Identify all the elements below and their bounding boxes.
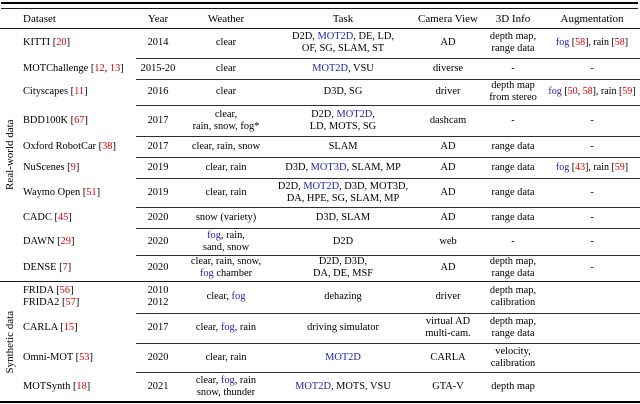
cell-aug: - bbox=[544, 207, 640, 228]
cell-weather: clear, rain bbox=[180, 157, 272, 178]
column-header-camera: Camera View bbox=[414, 10, 482, 28]
cell-weather: snow (variety) bbox=[180, 207, 272, 228]
cell-task: D3D, SLAM bbox=[272, 207, 414, 228]
cell-camera: diverse bbox=[414, 58, 482, 79]
cell-year: 2021 bbox=[147, 380, 169, 392]
column-header-info3d: 3D Info bbox=[482, 10, 544, 28]
cell-camera: AD bbox=[414, 136, 482, 157]
cell-year: 2014 bbox=[136, 28, 180, 58]
cell-aug bbox=[544, 281, 640, 313]
cell-camera: GTA-V bbox=[432, 380, 464, 392]
cell-year: 2016 bbox=[136, 79, 180, 105]
cell-info3d: range data bbox=[482, 136, 544, 157]
keyword-highlight: fog bbox=[220, 322, 235, 333]
column-header-weather: Weather bbox=[180, 10, 272, 28]
group-label-text: Real-world data bbox=[4, 119, 16, 190]
citation-ref[interactable]: 58 bbox=[614, 37, 625, 48]
table-row bbox=[0, 136, 640, 157]
top-rule-thick bbox=[1, 2, 638, 4]
keyword-highlight: MOT2D bbox=[325, 351, 361, 363]
cell-task: MOT2D, VSU bbox=[272, 58, 414, 79]
cell-dataset: Waymo Open [51] bbox=[23, 186, 101, 198]
cell-dataset: BDD100K [67] bbox=[23, 114, 88, 126]
cell-info3d: depth map, calibration bbox=[482, 281, 544, 313]
cell-weather: clear bbox=[180, 58, 272, 79]
cell-aug: - bbox=[544, 228, 640, 255]
keyword-highlight: MOT3D bbox=[310, 161, 347, 173]
cell-camera: driver bbox=[414, 79, 482, 105]
citation-ref[interactable]: 12 bbox=[94, 62, 105, 74]
cell-task: D2D bbox=[272, 228, 414, 255]
cell-info3d: depth map from stereo bbox=[482, 79, 544, 105]
citation-ref[interactable]: 58 bbox=[582, 86, 593, 97]
header-row bbox=[0, 10, 640, 28]
cell-dataset: Cityscapes [11] bbox=[23, 86, 88, 97]
cell-dataset: KITTI [20] bbox=[23, 37, 71, 49]
cell-camera: CARLA bbox=[414, 343, 482, 372]
cell-aug bbox=[544, 313, 640, 343]
cell-dataset: MOTSynth [18] bbox=[23, 380, 91, 392]
cell-weather: clear, fog, rain bbox=[180, 313, 272, 343]
citation-ref[interactable]: 56 bbox=[59, 285, 71, 297]
table-row bbox=[0, 28, 640, 58]
cell-aug: fog [43], rain [59] bbox=[544, 157, 640, 178]
column-header-year: Year bbox=[136, 10, 180, 28]
citation-ref[interactable]: 51 bbox=[86, 186, 97, 198]
cell-dataset: Omni-MOT [53] bbox=[23, 351, 93, 363]
cell-weather: clear, rain bbox=[180, 178, 272, 207]
citation-ref[interactable]: 67 bbox=[74, 114, 85, 126]
cell-year: 2019 bbox=[136, 178, 180, 207]
cell-aug: - bbox=[544, 178, 640, 207]
cell-weather: clear bbox=[180, 79, 272, 105]
citation-ref[interactable]: 9 bbox=[70, 161, 76, 173]
cell-camera: AD bbox=[414, 157, 482, 178]
table-row bbox=[0, 105, 640, 136]
keyword-highlight: MOT2D bbox=[336, 108, 373, 120]
cell-year: 2019 bbox=[136, 157, 180, 178]
table-row bbox=[0, 58, 640, 79]
cell-task: SLAM bbox=[272, 136, 414, 157]
cell-task bbox=[272, 343, 414, 372]
keyword-highlight: fog bbox=[548, 86, 562, 97]
cell-dataset: MOTChallenge [12, 13] bbox=[23, 62, 124, 74]
cell-camera: web bbox=[414, 228, 482, 255]
header-corner bbox=[0, 10, 20, 28]
cell-year: 2020 bbox=[136, 207, 180, 228]
cell-info3d: depth map, range data bbox=[482, 313, 544, 343]
cell-aug: fog [58], rain [58] bbox=[544, 28, 640, 58]
keyword-highlight: MOT2D bbox=[312, 62, 348, 74]
table-row bbox=[0, 178, 640, 207]
table-row bbox=[0, 228, 640, 255]
cell-aug: - bbox=[544, 105, 640, 136]
cell-aug bbox=[544, 343, 640, 372]
citation-ref[interactable]: 59 bbox=[614, 161, 625, 173]
cell-weather: clear, rain bbox=[180, 343, 272, 372]
cell-weather: clear, rain, snow bbox=[180, 136, 272, 157]
cell-year: 2015-20 bbox=[136, 58, 180, 79]
cell-task: D2D, MOT2D, LD, MOTS, SG bbox=[272, 105, 414, 136]
table-row bbox=[0, 157, 640, 178]
citation-ref[interactable]: 29 bbox=[60, 235, 71, 247]
keyword-highlight: fog bbox=[555, 37, 570, 48]
group-label-real-world bbox=[0, 28, 20, 281]
citation-ref[interactable]: 45 bbox=[57, 211, 69, 223]
table-row bbox=[0, 255, 640, 281]
keyword-highlight: fog bbox=[199, 268, 214, 279]
cell-dataset: NuScenes [9] bbox=[23, 161, 80, 173]
cell-task: driving simulator bbox=[272, 313, 414, 343]
citation-ref[interactable]: 13 bbox=[109, 62, 121, 74]
cell-camera: virtual AD multi-cam. bbox=[414, 313, 482, 343]
table-row bbox=[0, 207, 640, 228]
cell-task: D3D, MOT3D, SLAM, MP bbox=[272, 157, 414, 178]
cell-task: D2D, MOT2D, DE, LD, OF, SG, SLAM, ST bbox=[272, 28, 414, 58]
group-label-synthetic bbox=[0, 281, 20, 402]
cell-dataset: DAWN [29] bbox=[23, 235, 75, 247]
cell-info3d: depth map, range data bbox=[482, 255, 544, 281]
citation-ref[interactable]: 57 bbox=[65, 297, 76, 309]
citation-ref[interactable]: 43 bbox=[575, 161, 586, 173]
table-row bbox=[0, 79, 640, 105]
citation-ref[interactable]: 50 bbox=[567, 86, 578, 97]
cell-task: D2D, MOT2D, D3D, MOT3D, DA, HPE, SG, SLAM, MP bbox=[272, 178, 414, 207]
column-header-task: Task bbox=[272, 10, 414, 28]
keyword-highlight: fog bbox=[555, 161, 570, 173]
cell-weather: fog, rain, sand, snow bbox=[180, 228, 272, 255]
citation-ref[interactable]: 11 bbox=[74, 86, 85, 97]
citation-ref[interactable]: 15 bbox=[63, 322, 75, 333]
keyword-highlight: fog bbox=[220, 374, 235, 386]
cell-year: 2017 bbox=[136, 105, 180, 136]
cell-task: dehazing bbox=[272, 281, 414, 313]
cell-info3d: range data bbox=[482, 157, 544, 178]
cell-task: D2D, D3D, DA, DE, MSF bbox=[272, 255, 414, 281]
column-header-dataset: Dataset bbox=[20, 10, 136, 28]
cell-camera: AD bbox=[414, 255, 482, 281]
cell-dataset: Oxford RobotCar [38] bbox=[23, 140, 116, 152]
cell-dataset: CARLA [15] bbox=[23, 322, 78, 333]
citation-ref[interactable]: 58 bbox=[575, 37, 586, 48]
cell-year: 2017 bbox=[136, 313, 180, 343]
cell-dataset: CADC [45] bbox=[23, 211, 72, 223]
datasets-table bbox=[0, 10, 640, 403]
cell-camera: AD bbox=[414, 178, 482, 207]
citation-ref[interactable]: 18 bbox=[76, 380, 87, 392]
cell-year: 2017 bbox=[136, 136, 180, 157]
cell-info3d: - bbox=[482, 58, 544, 79]
group-label-text: Synthetic data bbox=[4, 309, 16, 373]
table-row bbox=[0, 281, 640, 313]
cell-info3d: range data bbox=[482, 207, 544, 228]
cell-info3d: - bbox=[482, 105, 544, 136]
cell-info3d: depth map bbox=[491, 380, 535, 392]
cell-aug bbox=[544, 372, 640, 402]
keyword-highlight: MOT2D bbox=[303, 180, 340, 192]
cell-weather: clear, fog bbox=[180, 281, 272, 313]
cell-weather: clear, fog, rain snow, thunder bbox=[195, 374, 257, 398]
keyword-highlight: MOT2D bbox=[295, 380, 331, 392]
cell-year: 2020 bbox=[136, 255, 180, 281]
cell-info3d: velocity, calibration bbox=[482, 343, 544, 372]
cell-dataset: DENSE [7] bbox=[20, 255, 136, 281]
cell-dataset: FRIDA [56] FRIDA2 [57] bbox=[23, 285, 80, 309]
table-row bbox=[0, 372, 640, 402]
cell-weather: clear bbox=[180, 28, 272, 58]
citation-ref[interactable]: 59 bbox=[622, 86, 633, 97]
cell-aug: - bbox=[544, 136, 640, 157]
cell-info3d: - bbox=[482, 228, 544, 255]
cell-year: 2020 bbox=[136, 228, 180, 255]
column-header-aug: Augmentation bbox=[544, 10, 640, 28]
cell-camera: AD bbox=[414, 28, 482, 58]
citation-ref[interactable]: 38 bbox=[102, 140, 113, 152]
cell-aug: fog [50, 58], rain [59] bbox=[544, 79, 640, 105]
cell-year: 2020 bbox=[136, 343, 180, 372]
cell-camera: driver bbox=[414, 281, 482, 313]
cell-camera: dashcam bbox=[414, 105, 482, 136]
table-row bbox=[0, 313, 640, 343]
cell-aug: - bbox=[544, 255, 640, 281]
citation-ref[interactable]: 20 bbox=[56, 37, 67, 49]
cell-camera: AD bbox=[414, 207, 482, 228]
cell-weather: clear, rain, snow, fog chamber bbox=[180, 255, 272, 281]
cell-year: 2010 2012 bbox=[136, 281, 180, 313]
top-rule-thin bbox=[1, 8, 638, 9]
cell-info3d: range data bbox=[482, 178, 544, 207]
citation-ref[interactable]: 7 bbox=[62, 261, 68, 273]
cell-info3d: depth map, range data bbox=[482, 28, 544, 58]
cell-aug: - bbox=[544, 58, 640, 79]
keyword-highlight: MOT2D bbox=[317, 31, 354, 42]
keyword-highlight: fog bbox=[231, 291, 246, 302]
cell-task: D3D, SG bbox=[272, 79, 414, 105]
citation-ref[interactable]: 53 bbox=[79, 351, 90, 363]
cell-weather: clear, rain, snow, fog* bbox=[180, 105, 272, 136]
table-row bbox=[0, 343, 640, 372]
cell-task: MOT2D, MOTS, VSU bbox=[295, 380, 391, 392]
keyword-highlight: fog bbox=[207, 229, 221, 241]
